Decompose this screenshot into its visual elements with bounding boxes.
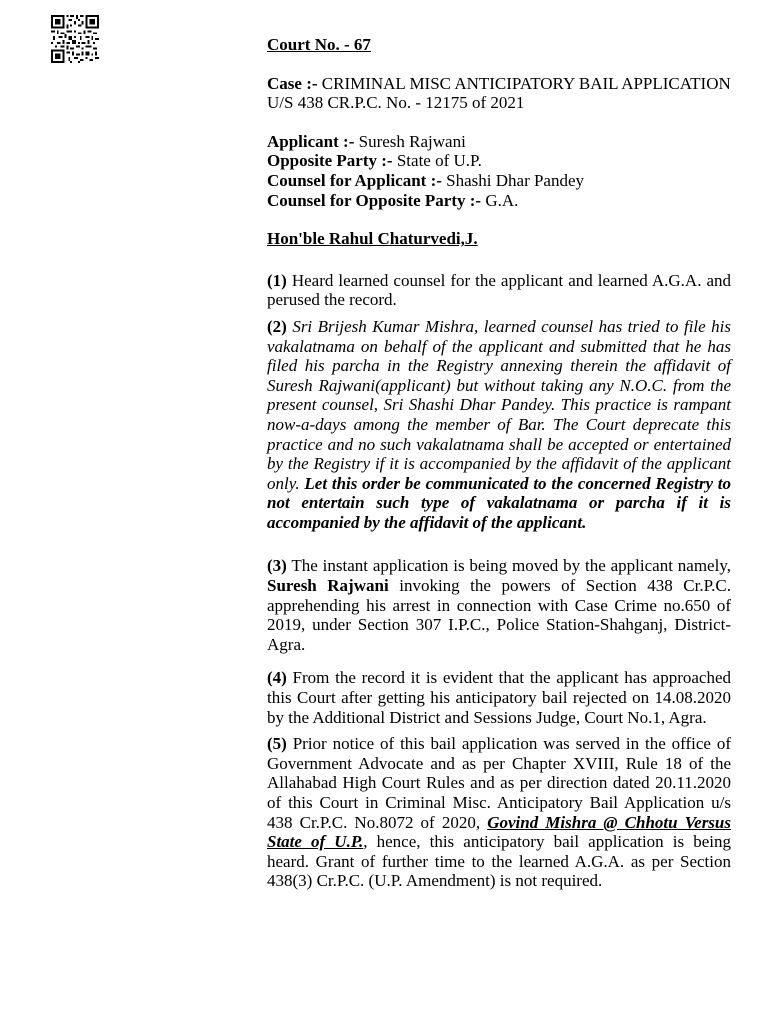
judge-name: Hon'ble Rahul Chaturvedi,J. [267, 229, 478, 249]
counsel-opposite-line [267, 191, 731, 211]
paragraph-number: (3) [267, 556, 287, 576]
paragraph-2 [267, 317, 731, 533]
counsel-applicant-line [267, 171, 731, 191]
case-value: CRIMINAL MISC ANTICIPATORY BAIL APPLICATION U/S 438 CR.P.C. No. - 12175 of 2021 [267, 73, 731, 113]
paragraph-number: (2) [267, 316, 287, 336]
paragraph-4 [267, 668, 731, 727]
paragraph-number: (1) [267, 270, 287, 290]
case-title [267, 74, 731, 113]
paragraph-text: From the record it is evident that the applicant has approached this Court after getting his anticipatory bail rejected on 14.08.2020 by the Additional District and Sessions Judge, Court No.1, Agra. [267, 668, 732, 727]
paragraph-text: , hence, this anticipatory bail application is being heard. Grant of further time to the learned A.G.A. as per Section 438(3) Cr.P.C. (U.P. Amendment) is not required. [267, 832, 731, 891]
case-label: Case :- [267, 73, 318, 93]
counsel-opposite-value: G.A. [485, 190, 519, 210]
paragraph-text: The instant application is being moved by the applicant namely, [291, 556, 731, 576]
opposite-party-value: State of U.P. [396, 151, 482, 171]
paragraph-5 [267, 734, 731, 891]
paragraph-text-italic: Sri Brijesh Kumar Mishra, learned counsel has tried to file his vakalatnama on behalf of the applicant and submitted that he has filed his parcha in the Registry annexing therein the affidavit of Suresh Rajwani(applicant) but without taking any N.O.C. from the present counsel, Sri Shashi Dhar Pandey. This practice is rampant now-a-days among the member of Bar. The Court deprecate this practice and no such vakalatnama shall be accepted or entertained by the Registry if it is accompanied by the affidavit of the applicant only. [267, 316, 732, 493]
counsel-applicant-label: Counsel for Applicant :- [267, 170, 442, 190]
judgment-document [267, 35, 731, 891]
case-citation: Govind Mishra @ Chhotu Versus State of U.P. [267, 812, 731, 852]
applicant-line [267, 132, 731, 152]
paragraph-number: (5) [267, 734, 287, 754]
court-number: Court No. - 67 [267, 35, 371, 54]
paragraph-directive: Let this order be communicated to the concerned Registry to not entertain such type of vakalatnama or parcha if it is accompanied by the affidavit of the applicant. [267, 473, 732, 532]
parties-block [267, 132, 731, 210]
paragraph-text: Heard learned counsel for the applicant and learned A.G.A. and perused the record. [267, 270, 732, 310]
paragraph-number: (4) [267, 668, 287, 688]
applicant-name: Suresh Rajwani [267, 576, 389, 596]
counsel-opposite-label: Counsel for Opposite Party :- [267, 190, 482, 210]
paragraph-1 [267, 271, 731, 310]
opposite-party-label: Opposite Party :- [267, 151, 393, 171]
applicant-value: Suresh Rajwani [358, 131, 466, 151]
counsel-applicant-value: Shashi Dhar Pandey [446, 170, 585, 190]
applicant-label: Applicant :- [267, 131, 355, 151]
qr-code-icon [51, 15, 99, 63]
paragraph-text: Prior notice of this bail application was served in the office of Government Advocate and as per Chapter XVIII, Rule 18 of the Allahabad High Court Rules and as per direction dated 20.11.2020 of this Court in Criminal Misc. Anticipatory Bail Application u/s 438 Cr.P.C. No.8072 of 2020, [267, 734, 731, 832]
paragraph-text: invoking the powers of Section 438 Cr.P.C. apprehending his arrest in connection with Case Crime no.650 of 2019, under Section 307 I.P.C., Police Station-Shahganj, District-Agra. [267, 576, 732, 654]
opposite-party-line [267, 151, 731, 171]
paragraph-3 [267, 556, 731, 654]
